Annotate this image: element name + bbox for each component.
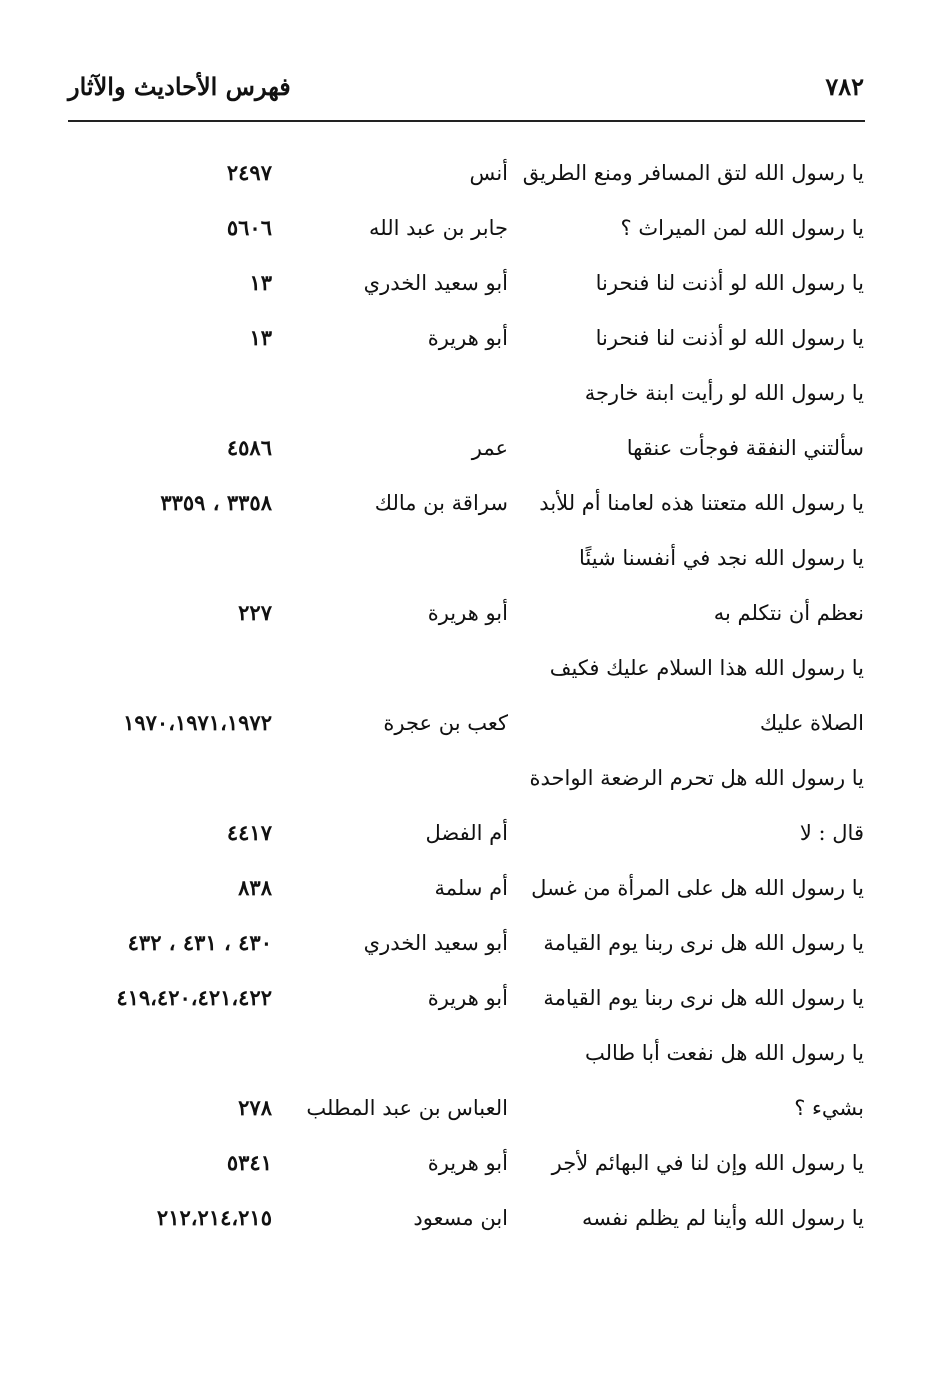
index-row xyxy=(0,1083,932,1133)
index-row xyxy=(0,423,932,473)
hadith-text: يا رسول الله لو أذنت لنا فنحرنا xyxy=(595,271,864,295)
narrator: أبو هريرة xyxy=(427,601,508,625)
reference-numbers: ١٣ xyxy=(249,325,272,350)
hadith-text: نعظم أن نتكلم به xyxy=(713,601,864,625)
narrator: أم سلمة xyxy=(434,876,508,900)
index-row xyxy=(0,313,932,363)
reference-numbers: ٤٣٠ ، ٤٣١ ، ٤٣٢ xyxy=(127,930,272,955)
narrator: أبو سعيد الخدري xyxy=(363,931,508,955)
index-row xyxy=(0,753,932,803)
narrator: عمر xyxy=(471,436,508,460)
reference-numbers: ٢١٢،٢١٤،٢١٥ xyxy=(156,1205,272,1230)
hadith-text: يا رسول الله لتق المسافر ومنع الطريق xyxy=(522,161,864,185)
index-row xyxy=(0,533,932,583)
page-title: فهرس الأحاديث والآثار xyxy=(68,72,291,101)
reference-numbers: ٢٢٧ xyxy=(238,600,272,625)
index-row xyxy=(0,643,932,693)
narrator: جابر بن عبد الله xyxy=(368,216,508,240)
narrator: أبو هريرة xyxy=(427,1151,508,1175)
reference-numbers: ٣٣٥٨ ، ٣٣٥٩ xyxy=(160,490,272,515)
narrator: سراقة بن مالك xyxy=(374,491,508,515)
reference-numbers: ١٣ xyxy=(249,270,272,295)
reference-numbers: ٤١٩،٤٢٠،٤٢١،٤٢٢ xyxy=(116,985,272,1010)
reference-numbers: ٢٧٨ xyxy=(238,1095,272,1120)
narrator: كعب بن عجرة xyxy=(383,711,508,735)
hadith-text: يا رسول الله وإن لنا في البهائم لأجر xyxy=(551,1151,864,1175)
reference-numbers: ٤٥٨٦ xyxy=(226,435,272,460)
narrator: أنس xyxy=(469,161,508,185)
index-row xyxy=(0,973,932,1023)
index-row xyxy=(0,808,932,858)
hadith-text: يا رسول الله هل على المرأة من غسل xyxy=(531,876,864,900)
hadith-text: يا رسول الله متعتنا هذه لعامنا أم للأبد xyxy=(539,491,864,515)
hadith-text: يا رسول الله هل تحرم الرضعة الواحدة xyxy=(529,766,864,790)
index-row xyxy=(0,1138,932,1188)
hadith-text: يا رسول الله هل نفعت أبا طالب xyxy=(585,1041,864,1065)
page-header xyxy=(68,72,864,112)
narrator: أبو هريرة xyxy=(427,986,508,1010)
index-row xyxy=(0,203,932,253)
reference-numbers: ٨٣٨ xyxy=(238,875,272,900)
index-row xyxy=(0,368,932,418)
reference-numbers: ٥٦٠٦ xyxy=(226,215,272,240)
hadith-text: بشيء ؟ xyxy=(794,1096,864,1120)
index-row xyxy=(0,918,932,968)
hadith-text: يا رسول الله هذا السلام عليك فكيف xyxy=(549,656,864,680)
index-row xyxy=(0,588,932,638)
reference-numbers: ٤٤١٧ xyxy=(226,820,272,845)
index-row xyxy=(0,1193,932,1243)
index-row xyxy=(0,698,932,748)
header-rule xyxy=(68,120,865,122)
hadith-text: يا رسول الله نجد في أنفسنا شيئًا xyxy=(579,546,864,570)
narrator: ابن مسعود xyxy=(413,1206,508,1230)
hadith-text: يا رسول الله لمن الميراث ؟ xyxy=(620,216,864,240)
narrator: أم الفضل xyxy=(425,821,508,845)
index-row xyxy=(0,258,932,308)
hadith-text: الصلاة عليك xyxy=(759,711,864,735)
hadith-text: قال : لا xyxy=(799,821,864,845)
reference-numbers: ٢٤٩٧ xyxy=(226,160,272,185)
hadith-text: يا رسول الله هل نرى ربنا يوم القيامة xyxy=(543,986,864,1010)
index-row xyxy=(0,863,932,913)
reference-numbers: ١٩٧٠،١٩٧١،١٩٧٢ xyxy=(123,710,272,735)
narrator: أبو هريرة xyxy=(427,326,508,350)
hadith-text: سألتني النفقة فوجأت عنقها xyxy=(626,436,864,460)
hadith-text: يا رسول الله لو أذنت لنا فنحرنا xyxy=(595,326,864,350)
index-row xyxy=(0,148,932,198)
hadith-text: يا رسول الله وأينا لم يظلم نفسه xyxy=(582,1206,864,1230)
page-number: ٧٨٢ xyxy=(825,72,864,101)
narrator: العباس بن عبد المطلب xyxy=(306,1096,508,1120)
reference-numbers: ٥٣٤١ xyxy=(226,1150,272,1175)
narrator: أبو سعيد الخدري xyxy=(363,271,508,295)
index-row xyxy=(0,478,932,528)
hadith-text: يا رسول الله هل نرى ربنا يوم القيامة xyxy=(543,931,864,955)
hadith-text: يا رسول الله لو رأيت ابنة خارجة xyxy=(584,381,864,405)
index-row xyxy=(0,1028,932,1078)
